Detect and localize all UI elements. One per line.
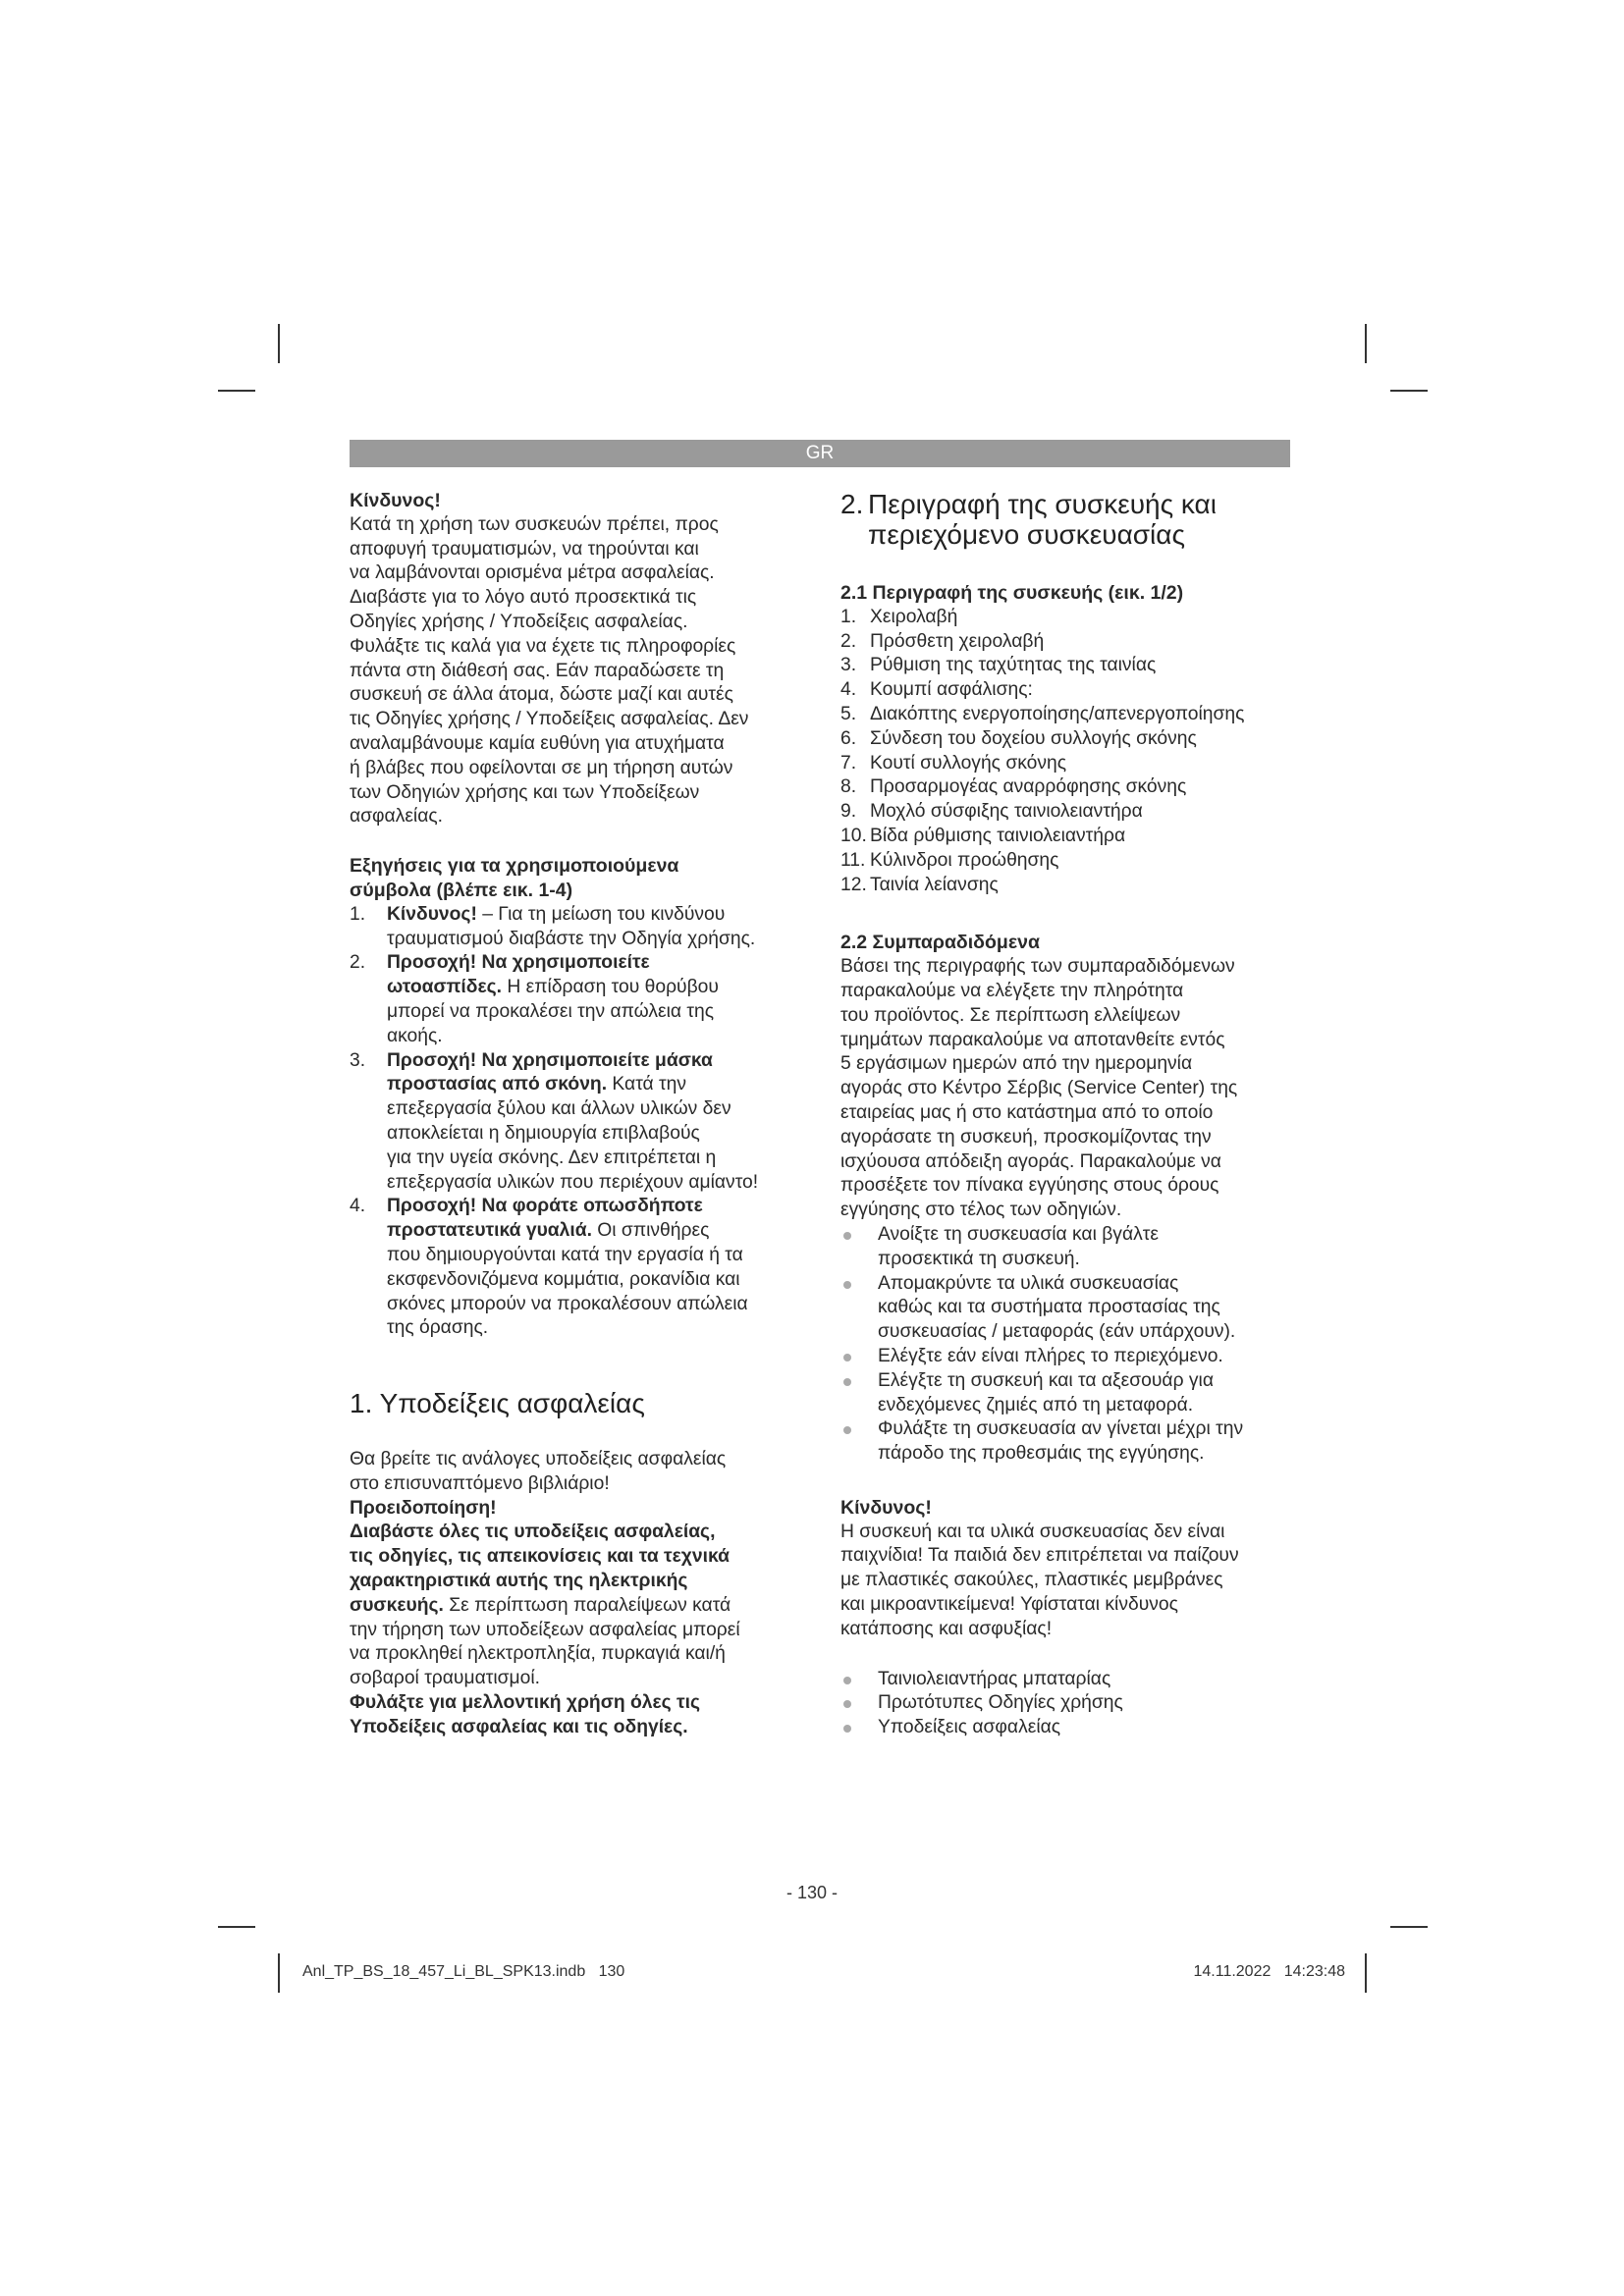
list-item: 4. Προσοχή! Να φοράτε οπωσδήποτε προστατευτικά γυαλιά. Οι σπινθήρες που δημιουργούνται κατά την εργασία ή τα εκσφενδονιζόμενα κομμάτια, ροκανίδια και σκόνες μπορούν να προκαλέσουν απώλεια της όρασης. — [350, 1196, 748, 1339]
bullet-icon — [843, 1232, 851, 1240]
crop-mark — [278, 1953, 280, 1993]
bullet-icon — [843, 1677, 851, 1684]
bullet-icon — [843, 1426, 851, 1434]
list-item: 2. Πρόσθετη χειρολαβή — [840, 630, 1045, 652]
list-item: Ταινιολειαντήρας μπαταρίας — [840, 1668, 1294, 1692]
danger-heading-2: Κίνδυνος! — [840, 1496, 932, 1519]
bullet-icon — [843, 1281, 851, 1289]
danger-text-2: Η συσκευή και τα υλικά συσκευασίας δεν είναι παιχνίδια! Τα παιδιά δεν επιτρέπεται να παίζουν με πλαστικές σακούλες, πλαστικές μεμβράνες και μικροαντικείμενα! Υφίσταται κίνδυνος κατάποσης και ασφυξίας! — [840, 1521, 1239, 1639]
list-item: 7. Κουτί συλλογής σκόνης — [840, 752, 1067, 774]
symbols-heading: Εξηγήσεις για τα χρησιμοποιούμενα σύμβολα (βλέπε εικ. 1-4) — [350, 855, 679, 901]
list-item: Ελέγξτε εάν είναι πλήρες το περιεχόμενο. — [840, 1345, 1294, 1369]
list-item: Ελέγξτε τη συσκευή και τα αξεσουάρ για ενδεχόμενες ζημιές από τη μεταφορά. — [840, 1369, 1294, 1418]
device-description-heading: 2.1 Περιγραφή της συσκευής (εικ. 1/2) — [840, 582, 1184, 604]
list-item: 2. Προσοχή! Να χρησιμοποιείτε ωτοασπίδες. Η επίδραση του θορύβου μπορεί να προκαλέσει την απώλεια της ακοής. — [350, 952, 719, 1046]
list-item: 1. Χειρολαβή — [840, 606, 958, 627]
print-file-name: Anl_TP_BS_18_457_Li_BL_SPK13.indb 130 — [302, 1963, 625, 1980]
list-item: 6. Σύνδεση του δοχείου συλλογής σκόνης — [840, 727, 1197, 749]
scope-of-delivery-heading: 2.2 Συμπαραδιδόμενα — [840, 932, 1040, 954]
warning-text: Διαβάστε όλες τις υποδείξεις ασφαλείας, τις οδηγίες, τις απεικονίσεις και τα τεχνικά χαρακτηριστικά αυτής της ηλεκτρικής συσκευής. Σε περίπτωση παραλείψεων κατά την τήρηση των υποδείξεων ασφαλείας μπορεί να προκληθεί ηλεκτροπληξία, πυρκαγιά και/ή σοβαροί τραυματισμοί. — [350, 1522, 740, 1689]
symbols-list — [350, 903, 825, 1341]
crop-mark — [1365, 1953, 1367, 1993]
page-number: - 130 - — [785, 1883, 839, 1902]
crop-mark — [218, 390, 255, 392]
danger-heading: Κίνδυνος! — [350, 490, 441, 511]
list-item: 1. Κίνδυνος! – Για τη μείωση του κινδύνου τραυματισμού διαβάστε την Οδηγία χρήσης. — [350, 903, 756, 949]
package-contents-list — [840, 1668, 1294, 1740]
list-item: 11. Κύλινδροι προώθησης — [840, 849, 1059, 871]
bullet-icon — [843, 1378, 851, 1386]
danger-text: Κατά τη χρήση των συσκευών πρέπει, προς αποφυγή τραυματισμών, να τηρούνται και να λαμβάνονται ορισμένα μέτρα ασφαλείας. Διαβάστε για το λόγο αυτό προσεκτικά τις Οδηγίες χρήσης / Υποδείξεις ασφαλείας. Φυλάξτε τις καλά για να έχετε τις πληροφορίες πάντα στη διάθεσή σας. Εάν παραδώσετε τη συσκευή σε άλλα άτομα, δώστε μαζί και αυτές τις Οδηγίες χρήσης / Υποδείξεις ασφαλείας. Δεν αναλαμβάνουμε καμία ευθύνη για ατυχήματα ή βλάβες που οφείλονται σε μη τήρηση αυτών των Οδηγιών χρήσης και των Υποδείξεων ασφαλείας. — [350, 513, 749, 828]
crop-mark — [1365, 324, 1367, 363]
list-item: 10. Βίδα ρύθμισης ταινιολειαντήρα — [840, 825, 1126, 846]
list-item: 3. Προσοχή! Να χρησιμοποιείτε μάσκα προστασίας από σκόνη. Κατά την επεξεργασία ξύλου και άλλων υλικών δεν αποκλείεται η δημιουργία επιβλαβούς για την υγεία σκόνης. Δεν επιτρέπεται η επεξεργασία υλικών που περιέχουν αμίαντο! — [350, 1049, 759, 1193]
list-item: 8. Προσαρμογέας αναρρόφησης σκόνης — [840, 776, 1187, 798]
print-timestamp: 14.11.2022 14:23:48 — [1193, 1963, 1345, 1980]
section-1-heading: 1. Υποδείξεις ασφαλείας — [350, 1388, 645, 1419]
list-item: Πρωτότυπες Οδηγίες χρήσης — [840, 1691, 1294, 1716]
crop-mark — [218, 1926, 255, 1928]
list-item: 5. Διακόπτης ενεργοποίησης/απενεργοποίησης — [840, 703, 1245, 724]
parts-list — [840, 606, 1294, 898]
bullet-icon — [843, 1700, 851, 1708]
crop-mark — [1390, 1926, 1428, 1928]
left-column — [350, 489, 825, 1740]
crop-mark — [1390, 390, 1428, 392]
bullet-icon — [843, 1354, 851, 1362]
list-item: Απομακρύντε τα υλικά συσκευασίας καθώς και τα συστήματα προστασίας της συσκευασίας / μεταφοράς (εάν υπάρχουν). — [840, 1272, 1294, 1345]
keep-instructions: Φυλάξτε για μελλοντική χρήση όλες τις Υποδείξεις ασφαλείας και τις οδηγίες. — [350, 1692, 701, 1737]
list-item: Υποδείξεις ασφαλείας — [840, 1716, 1294, 1740]
section-2-heading: 2. Περιγραφή της συσκευής και περιεχόμενο συσκευασίας — [840, 489, 1217, 550]
list-item: 4. Κουμπί ασφάλισης: — [840, 679, 1033, 701]
list-item: Ανοίξτε τη συσκευασία και βγάλτε προσεκτικά τη συσκευή. — [840, 1223, 1294, 1272]
language-bar: GR — [350, 440, 1290, 467]
list-item: 3. Ρύθμιση της ταχύτητας της ταινίας — [840, 655, 1157, 676]
list-item: Φυλάξτε τη συσκευασία αν γίνεται μέχρι την πάροδο της προθεσμάις της εγγύησης. — [840, 1417, 1294, 1467]
scope-of-delivery-text: Βάσει της περιγραφής των συμπαραδιδόμενων παρακαλούμε να ελέγξετε την πληρότητα του προϊόντος. Σε περίπτωση ελλείψεων τμημάτων παρακαλούμε να αποτανθείτε εντός 5 εργάσιμων ημερών από την ημερομηνία αγοράς στο Κέντρο Σέρβις (Service Center) της εταιρείας μας ή στο κατάστημα από το οποίο αγοράσατε τη συσκευή, προσκομίζοντας την ισχύουσα απόδειξη αγοράς. Παρακαλούμε να προσέξετε τον πίνακα εγγύησης στους όρους εγγύησης στο τέλος των οδηγιών. — [840, 956, 1238, 1221]
bullet-icon — [843, 1725, 851, 1733]
warning-heading: Προειδοποίηση! — [350, 1497, 497, 1519]
crop-mark — [278, 324, 280, 363]
unpacking-checklist — [840, 1223, 1294, 1467]
list-item: 9. Μοχλό σύσφιξης ταινιολειαντήρα — [840, 801, 1143, 823]
list-item: 12. Ταινία λείανσης — [840, 874, 999, 895]
section-1-intro: Θα βρείτε τις ανάλογες υποδείξεις ασφαλείας στο επισυναπτόμενο βιβλιάριο! — [350, 1449, 727, 1494]
right-column — [840, 489, 1294, 1740]
